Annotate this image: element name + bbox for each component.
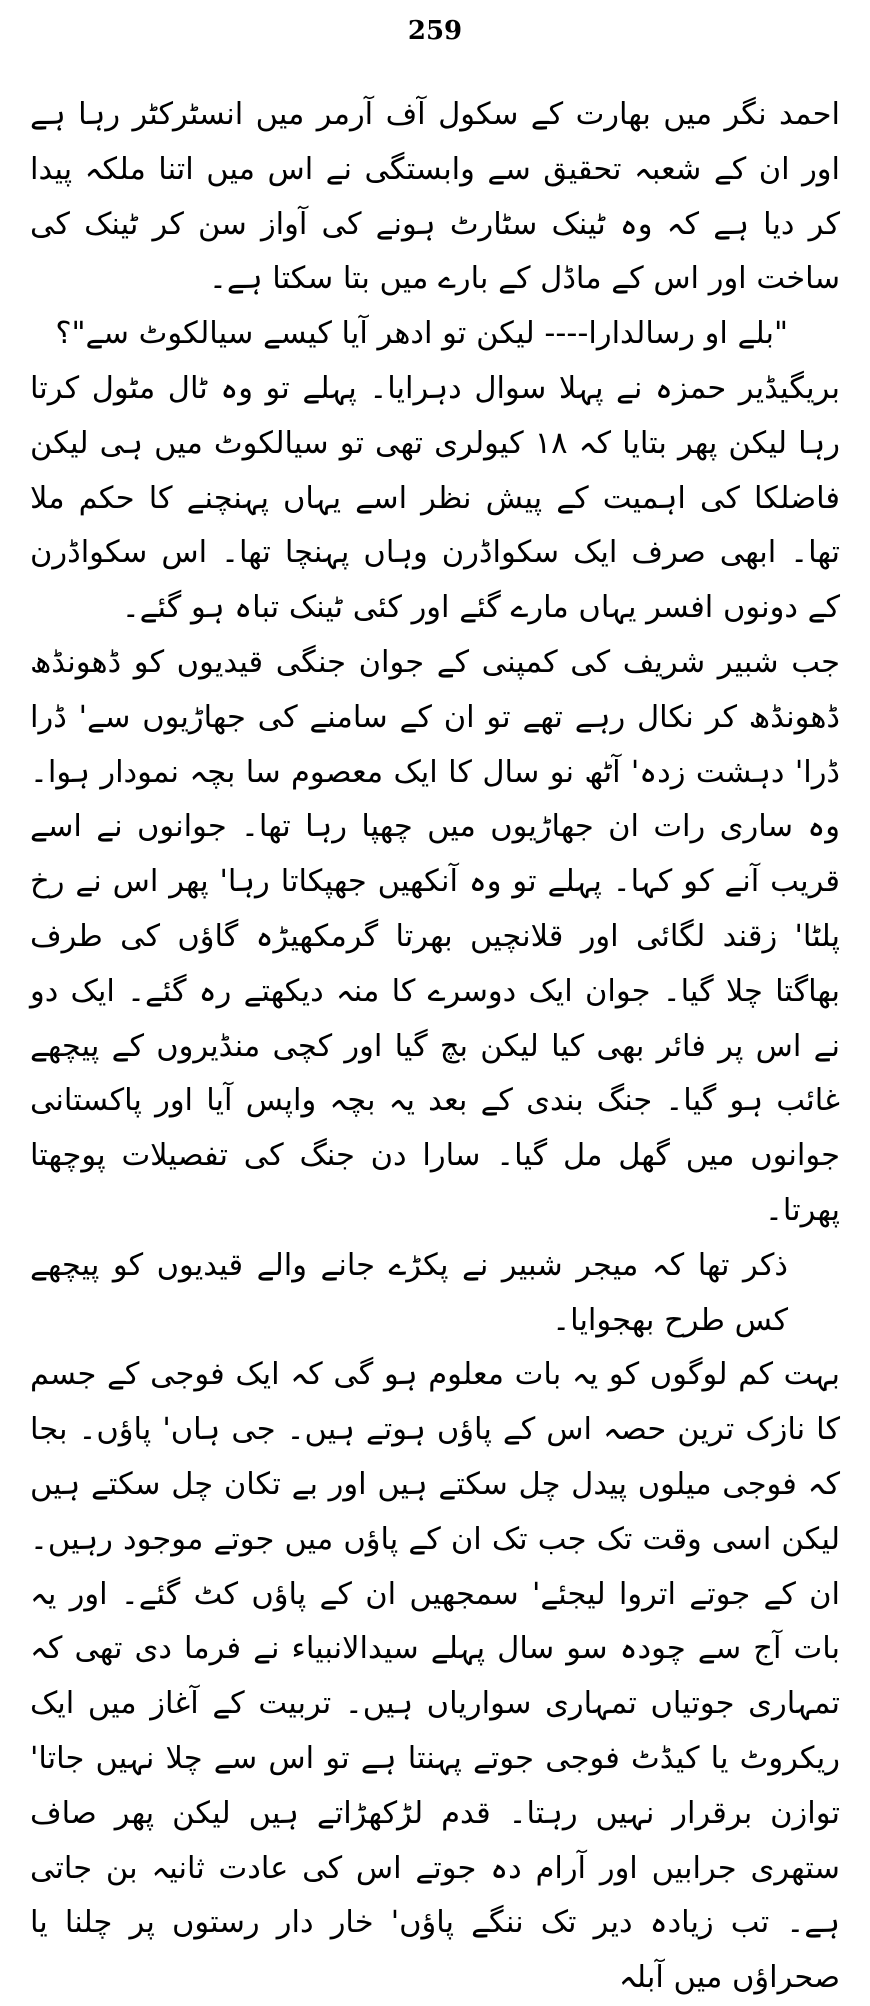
paragraph-child-story: جب شبیر شریف کی کمپنی کے جوان جنگی قیدیوں کو ڈھونڈھ ڈھونڈھ کر نکال رہے تھے تو ان کے سامنے کی جھاڑیوں سے' ڈرا ڈرا' دہشت زدہ' آٹھ نو سال کا ایک معصوم سا بچہ نمودار ہوا۔ وہ ساری رات ان جھاڑیوں میں چھپا رہا تھا۔ جوانوں نے اسے قریب آنے کو کہا۔ پہلے تو وہ آنکھیں جھپکاتا رہا' پھر اس نے رخ پلٹا' زقند لگائی اور قلانچیں بھرتا گرمکھیڑہ گاؤں کی طرف بھاگتا چلا گیا۔ جوان ایک دوسرے کا منہ دیکھتے رہ گئے۔ ایک دو نے اس پر فائر بھی کیا لیکن بچ گیا اور کچی منڈیروں کے پیچھے غائب ہو گیا۔ جنگ بندی کے بعد یہ بچہ واپس آیا اور پاکستانی جوانوں میں گھل مل گیا۔ سارا دن جنگ کی تفصیلات پوچھتا پھرتا۔ bbox=[30, 644, 840, 1228]
paragraph-tank-instructor: احمد نگر میں بھارت کے سکول آف آرمر میں انسٹرکٹر رہا ہے اور ان کے شعبہ تحقیق سے وابستگی نے اس میں اتنا ملکہ پیدا کر دیا ہے کہ وہ ٹینک سٹارٹ ہونے کی آواز سن کر ٹینک کی ساخت اور اس کے ماڈل کے بارے میں بتا سکتا ہے۔ bbox=[30, 97, 840, 297]
paragraph-quote: "بلے او رسالدارا---- لیکن تو ادھر آیا کیسے سیالکوٹ سے"؟ bbox=[55, 316, 788, 352]
page-number: 259 bbox=[407, 16, 463, 46]
page-body bbox=[30, 88, 840, 2006]
paragraph-prisoners: ذکر تھا کہ میجر شبیر نے پکڑے جانے والے قیدیوں کو پیچھے کس طرح بھجوایا۔ bbox=[30, 1247, 788, 1338]
paragraph-soldier-feet: بہت کم لوگوں کو یہ بات معلوم ہو گی کہ ایک فوجی کے جسم کا نازک ترین حصہ اس کے پاؤں ہوتے ہیں۔ جی ہاں' پاؤں۔ بجا کہ فوجی میلوں پیدل چل سکتے ہیں اور بے تکان چل سکتے ہیں لیکن اسی وقت تک جب تک ان کے پاؤں میں جوتے موجود رہیں۔ ان کے جوتے اتروا لیجئے' سمجھیں ان کے پاؤں کٹ گئے۔ اور یہ بات آج سے چودہ سو سال پہلے سیدالانبیاء نے فرما دی تھی کہ تمہاری جوتیاں تمہاری سواریاں ہیں۔ تربیت کے آغاز میں ایک ریکروٹ یا کیڈٹ فوجی جوتے پہنتا ہے تو اس سے چلا نہیں جاتا' توازن برقرار نہیں رہتا۔ قدم لڑکھڑاتے ہیں لیکن پھر صاف ستھری جرابیں اور آرام دہ جوتے اس کی عادت ثانیہ بن جاتی ہے۔ تب زیادہ دیر تک ننگے پاؤں' خار دار رستوں پر چلنا یا صحراؤں میں آبلہ bbox=[30, 1357, 840, 1996]
paragraph-brigadier-question: بریگیڈیر حمزہ نے پہلا سوال دہرایا۔ پہلے تو وہ ٹال مٹول کرتا رہا لیکن پھر بتایا کہ ۱۸ کیولری تھی تو سیالکوٹ میں ہی لیکن فاضلکا کی اہمیت کے پیش نظر اسے یہاں پہنچنے کا حکم ملا تھا۔ ابھی صرف ایک سکواڈرن وہاں پہنچا تھا۔ اس سکواڈرن کے دونوں افسر یہاں مارے گئے اور کئی ٹینک تباہ ہو گئے۔ bbox=[30, 370, 840, 626]
